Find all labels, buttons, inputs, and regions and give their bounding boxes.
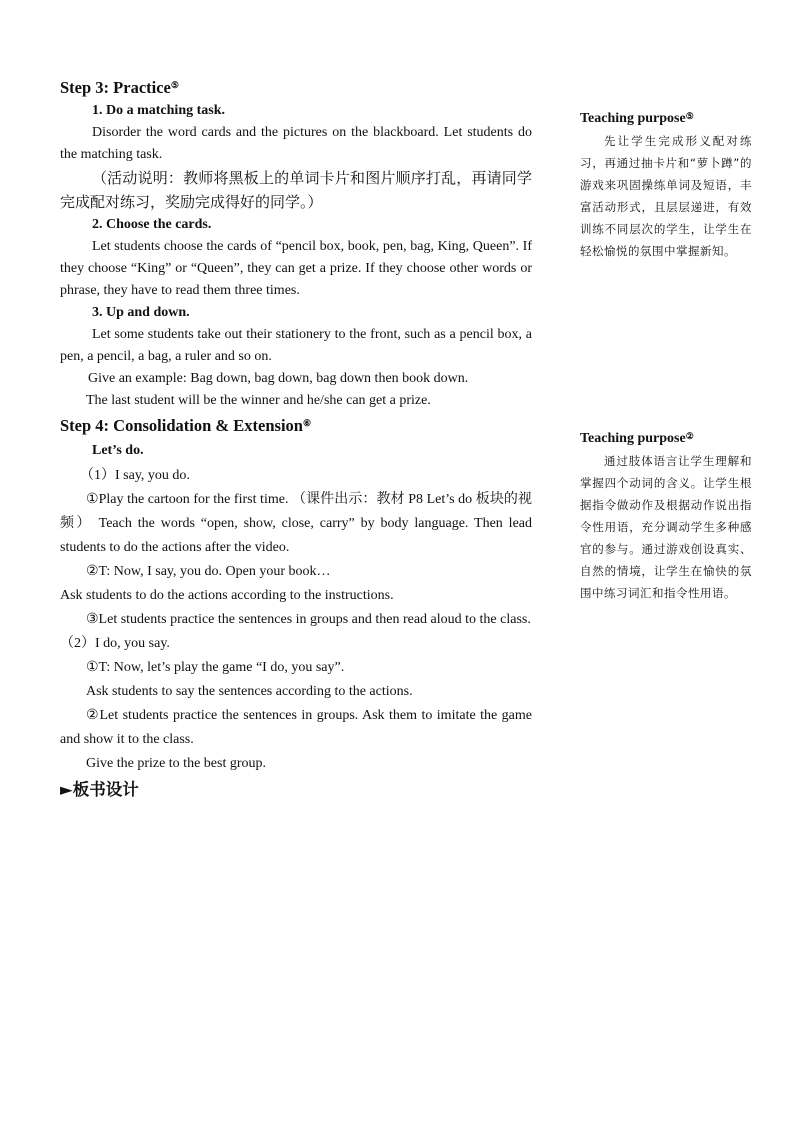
task1-note: （活动说明：教师将黑板上的单词卡片和图片顺序打乱，再请同学完成配对练习，奖励完成得好的同学。） <box>60 169 532 211</box>
step4-mark: ⑥ <box>302 418 312 428</box>
task3-text1: Let some students take out their stationery to the front, such as a pencil box, a pen, a pencil, a bag, a ruler and so on. <box>60 327 532 364</box>
purpose2-heading <box>580 428 752 450</box>
purpose1-title: Teaching purpose <box>580 111 686 126</box>
purpose1-heading <box>580 108 752 130</box>
task2-text: Let students choose the cards of “pencil box, book, pen, bag, King, Queen”. If they choose “King” or “Queen”, they can get a prize. If they choose other words or phrase, they have to read them three times. <box>60 239 532 298</box>
teaching-purpose-1 <box>580 108 752 262</box>
part2-title: （2）I do, you say. <box>60 636 170 651</box>
task3-text2: Give an example: Bag down, bag down, bag down then book down. <box>88 371 469 386</box>
teaching-purpose-2 <box>580 428 752 604</box>
purpose1-mark: ⑤ <box>685 111 694 121</box>
step3-mark: ⑤ <box>170 80 179 90</box>
part2-item1-cont: Ask students to say the sentences according to the actions. <box>86 684 413 699</box>
part1-item1: ①Play the cartoon for the first time. （课件出示：教材 P8 Let’s do 板块的视频） Teach the words “open, show, close, carry” by body language. Then lead students to do the actions after the video. <box>60 492 532 555</box>
step3-title: Step 3: Practice <box>60 78 171 97</box>
purpose1-text: 先让学生完成形义配对练习，再通过抽卡片和“萝卜蹲”的游戏来巩固操练单词及短语，丰富活动形式，且层层递进，有效训练不同层次的学生，让学生在轻松愉悦的氛围中掌握新知。 <box>580 134 752 258</box>
task2-title: 2. Choose the cards. <box>92 217 212 232</box>
part1-title: （1）I say, you do. <box>80 468 190 483</box>
task1-title: 1. Do a matching task. <box>92 103 226 118</box>
task3-title: 3. Up and down. <box>92 305 190 320</box>
purpose2-text: 通过肢体语言让学生理解和掌握四个动词的含义。让学生根据指令做动作及根据动作说出指令性用语，充分调动学生多种感官的参与。通过游戏创设真实、自然的情境，让学生在愉快的氛围中练习词汇和指令性用语。 <box>580 454 752 600</box>
purpose2-title: Teaching purpose <box>580 431 686 446</box>
main-column <box>60 76 532 802</box>
part2-item3: Give the prize to the best group. <box>86 756 267 771</box>
task1-text: Disorder the word cards and the pictures on the blackboard. Let students do the matching task. <box>60 125 532 162</box>
step4-title: Step 4: Consolidation & Extension <box>60 416 303 435</box>
step4-sub-title: Let’s do. <box>92 443 144 458</box>
purpose2-mark: ② <box>685 431 694 441</box>
step3-heading <box>60 76 532 100</box>
part2-item2: ②Let students practice the sentences in groups. Ask them to imitate the game and show it to the class. <box>60 708 532 747</box>
step4-heading <box>60 414 532 438</box>
part2-item1: ①T: Now, let’s play the game “I do, you say”. <box>86 660 345 675</box>
part1-item2: ②T: Now, I say, you do. Open your book… <box>86 564 331 579</box>
part1-item3: ③Let students practice the sentences in groups and then read aloud to the class. <box>86 612 531 627</box>
part1-item2-cont: Ask students to do the actions according to the instructions. <box>60 588 394 603</box>
board-design-heading: ►板书设计 <box>60 780 139 799</box>
task3-text3: The last student will be the winner and he/she can get a prize. <box>86 393 431 408</box>
